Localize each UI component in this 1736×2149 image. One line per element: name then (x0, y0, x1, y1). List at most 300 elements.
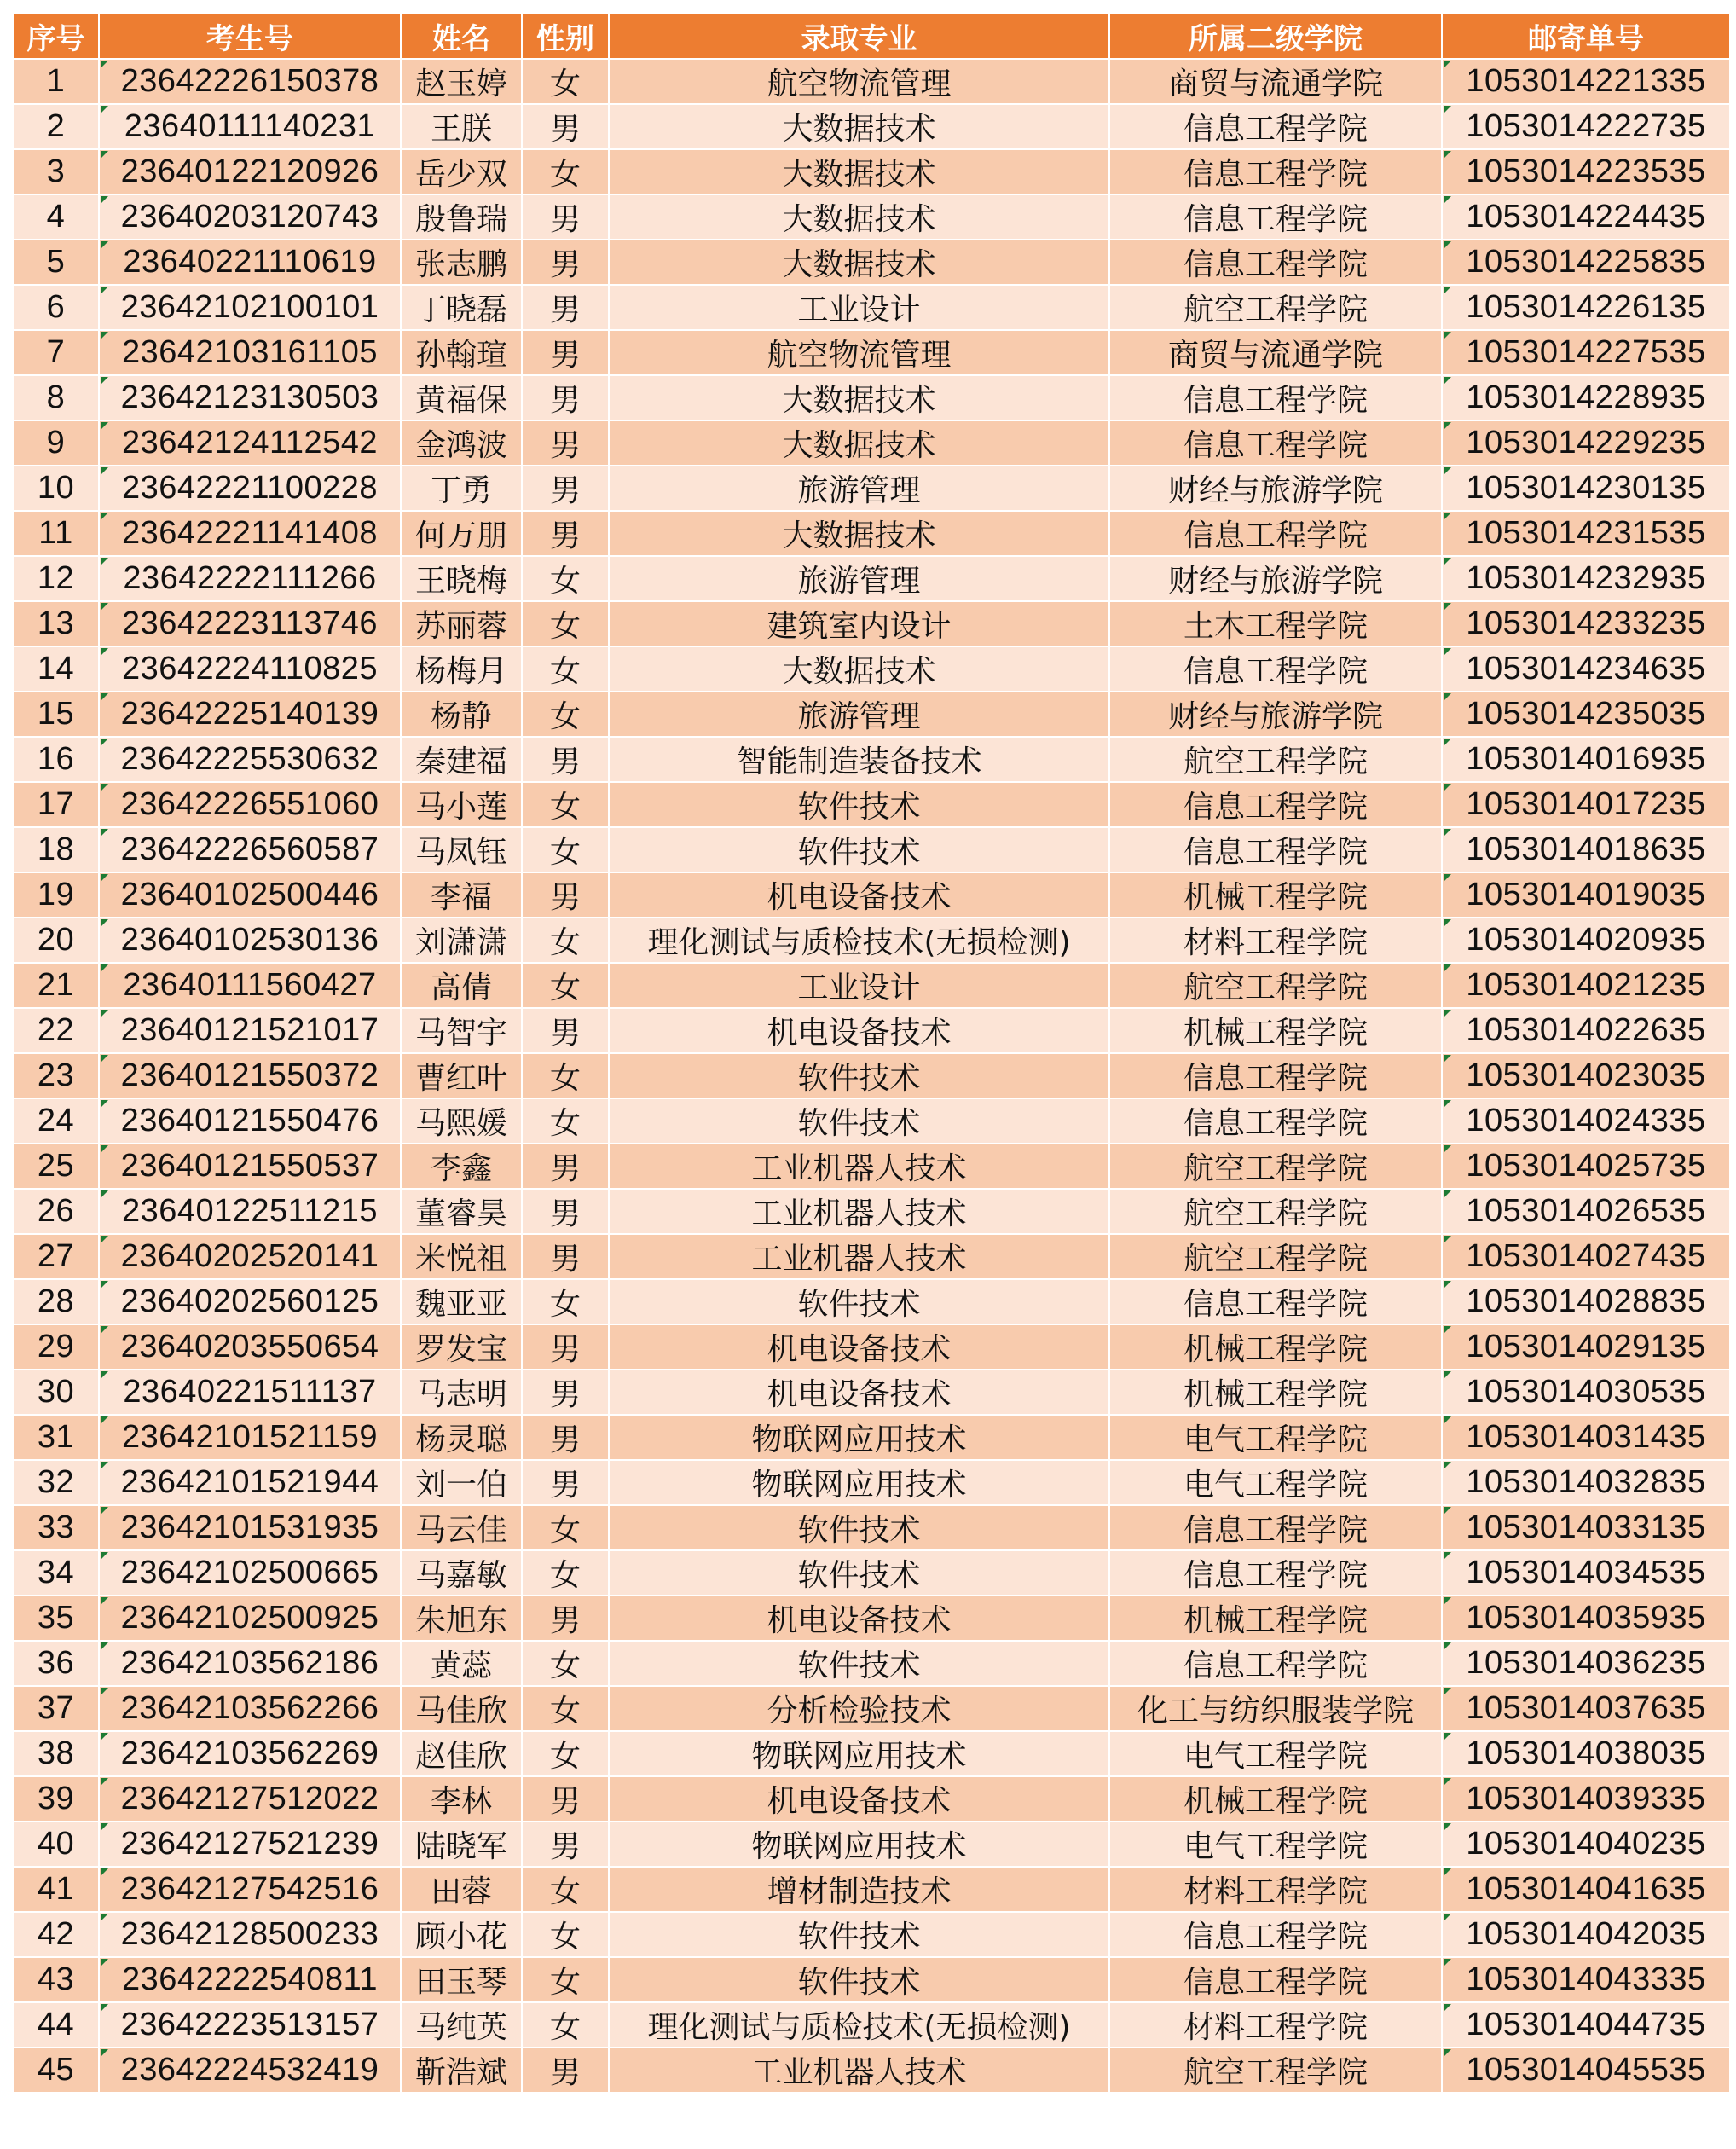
student-name: 赵佳欣 (401, 1731, 522, 1776)
header-index: 序号 (13, 13, 99, 59)
college: 商贸与流通学院 (1109, 59, 1442, 104)
student-name: 丁勇 (401, 466, 522, 511)
major: 物联网应用技术 (609, 1460, 1109, 1505)
header-gender: 性别 (522, 13, 609, 59)
major: 工业机器人技术 (609, 1189, 1109, 1234)
gender: 女 (522, 1641, 609, 1686)
row-index: 12 (13, 556, 99, 601)
exam-number: 23642101531935 (99, 1505, 401, 1550)
exam-number: 23642225530632 (99, 737, 401, 782)
major: 航空物流管理 (609, 330, 1109, 375)
major: 建筑室内设计 (609, 601, 1109, 646)
tracking-number: 1053014031435 (1442, 1415, 1730, 1460)
tracking-number: 1053014028835 (1442, 1279, 1730, 1324)
gender: 女 (522, 827, 609, 872)
college: 机械工程学院 (1109, 1370, 1442, 1415)
college: 商贸与流通学院 (1109, 330, 1442, 375)
student-name: 赵玉婷 (401, 59, 522, 104)
row-index: 33 (13, 1505, 99, 1550)
college: 航空工程学院 (1109, 1189, 1442, 1234)
table-row (13, 375, 1730, 420)
table-row (13, 782, 1730, 827)
gender: 女 (522, 918, 609, 963)
major: 大数据技术 (609, 194, 1109, 240)
gender: 男 (522, 872, 609, 918)
exam-number: 23642102100101 (99, 285, 401, 330)
student-name: 罗发宝 (401, 1324, 522, 1370)
row-index: 4 (13, 194, 99, 240)
college: 信息工程学院 (1109, 1957, 1442, 2002)
exam-number: 23642103562269 (99, 1731, 401, 1776)
gender: 女 (522, 149, 609, 194)
college: 信息工程学院 (1109, 782, 1442, 827)
table-row (13, 104, 1730, 149)
student-name: 丁晓磊 (401, 285, 522, 330)
tracking-number: 1053014026535 (1442, 1189, 1730, 1234)
table-body (13, 59, 1730, 2093)
table-row (13, 420, 1730, 466)
college: 信息工程学院 (1109, 194, 1442, 240)
table-row (13, 1912, 1730, 1957)
student-name: 岳少双 (401, 149, 522, 194)
college: 航空工程学院 (1109, 2048, 1442, 2093)
gender: 男 (522, 285, 609, 330)
table-row (13, 2002, 1730, 2048)
row-index: 16 (13, 737, 99, 782)
college: 信息工程学院 (1109, 1053, 1442, 1098)
exam-number: 23640221110619 (99, 240, 401, 285)
student-name: 孙翰瑄 (401, 330, 522, 375)
tracking-number: 1053014022635 (1442, 1008, 1730, 1053)
table-row (13, 511, 1730, 556)
tracking-number: 1053014019035 (1442, 872, 1730, 918)
gender: 女 (522, 782, 609, 827)
tracking-number: 1053014041635 (1442, 1867, 1730, 1912)
student-name: 马纯英 (401, 2002, 522, 2048)
row-index: 1 (13, 59, 99, 104)
college: 信息工程学院 (1109, 375, 1442, 420)
row-index: 5 (13, 240, 99, 285)
student-name: 曹红叶 (401, 1053, 522, 1098)
row-index: 31 (13, 1415, 99, 1460)
table-row (13, 149, 1730, 194)
major: 软件技术 (609, 1505, 1109, 1550)
table-row (13, 872, 1730, 918)
table-row (13, 1822, 1730, 1867)
row-index: 14 (13, 646, 99, 692)
tracking-number: 1053014044735 (1442, 2002, 1730, 2048)
exam-number: 23642226551060 (99, 782, 401, 827)
exam-number: 23640121521017 (99, 1008, 401, 1053)
tracking-number: 1053014038035 (1442, 1731, 1730, 1776)
table-row (13, 556, 1730, 601)
student-name: 黄蕊 (401, 1641, 522, 1686)
college: 信息工程学院 (1109, 420, 1442, 466)
exam-number: 23642102500925 (99, 1596, 401, 1641)
table-header (13, 13, 1730, 59)
exam-number: 23640111560427 (99, 963, 401, 1008)
gender: 男 (522, 375, 609, 420)
tracking-number: 1053014035935 (1442, 1596, 1730, 1641)
student-name: 马智宇 (401, 1008, 522, 1053)
gender: 男 (522, 1415, 609, 1460)
exam-number: 23642127521239 (99, 1822, 401, 1867)
tracking-number: 1053014040235 (1442, 1822, 1730, 1867)
college: 信息工程学院 (1109, 1641, 1442, 1686)
exam-number: 23642223113746 (99, 601, 401, 646)
row-index: 6 (13, 285, 99, 330)
table-row (13, 827, 1730, 872)
tracking-number: 1053014024335 (1442, 1098, 1730, 1144)
major: 机电设备技术 (609, 1008, 1109, 1053)
student-name: 田蓉 (401, 1867, 522, 1912)
row-index: 40 (13, 1822, 99, 1867)
major: 软件技术 (609, 1957, 1109, 2002)
student-name: 李福 (401, 872, 522, 918)
table-row (13, 1550, 1730, 1596)
table-row (13, 918, 1730, 963)
gender: 女 (522, 556, 609, 601)
gender: 女 (522, 2002, 609, 2048)
exam-number: 23642103562186 (99, 1641, 401, 1686)
student-name: 马志明 (401, 1370, 522, 1415)
exam-number: 23642225140139 (99, 692, 401, 737)
tracking-number: 1053014017235 (1442, 782, 1730, 827)
row-index: 23 (13, 1053, 99, 1098)
gender: 男 (522, 1324, 609, 1370)
row-index: 34 (13, 1550, 99, 1596)
student-name: 魏亚亚 (401, 1279, 522, 1324)
college: 航空工程学院 (1109, 1234, 1442, 1279)
student-name: 靳浩斌 (401, 2048, 522, 2093)
table-row (13, 963, 1730, 1008)
college: 信息工程学院 (1109, 827, 1442, 872)
exam-number: 23640203120743 (99, 194, 401, 240)
tracking-number: 1053014225835 (1442, 240, 1730, 285)
gender: 男 (522, 737, 609, 782)
exam-number: 23642103161105 (99, 330, 401, 375)
student-name: 王朕 (401, 104, 522, 149)
college: 材料工程学院 (1109, 2002, 1442, 2048)
tracking-number: 1053014221335 (1442, 59, 1730, 104)
major: 物联网应用技术 (609, 1415, 1109, 1460)
student-name: 马熙媛 (401, 1098, 522, 1144)
exam-number: 23640102530136 (99, 918, 401, 963)
exam-number: 23642127512022 (99, 1776, 401, 1822)
college: 航空工程学院 (1109, 963, 1442, 1008)
table-row (13, 1098, 1730, 1144)
gender: 男 (522, 194, 609, 240)
table-row (13, 330, 1730, 375)
tracking-number: 1053014036235 (1442, 1641, 1730, 1686)
table-row (13, 1505, 1730, 1550)
exam-number: 23642221141408 (99, 511, 401, 556)
row-index: 19 (13, 872, 99, 918)
tracking-number: 1053014235035 (1442, 692, 1730, 737)
exam-number: 23642124112542 (99, 420, 401, 466)
exam-number: 23640121550537 (99, 1144, 401, 1189)
table-row (13, 194, 1730, 240)
exam-number: 23640202520141 (99, 1234, 401, 1279)
tracking-number: 1053014029135 (1442, 1324, 1730, 1370)
major: 航空物流管理 (609, 59, 1109, 104)
gender: 女 (522, 59, 609, 104)
major: 工业机器人技术 (609, 1144, 1109, 1189)
table-row (13, 1641, 1730, 1686)
student-name: 马云佳 (401, 1505, 522, 1550)
table-row (13, 1686, 1730, 1731)
college: 航空工程学院 (1109, 737, 1442, 782)
exam-number: 23642224532419 (99, 2048, 401, 2093)
header-row (13, 13, 1730, 59)
table-row (13, 59, 1730, 104)
gender: 女 (522, 963, 609, 1008)
header-name: 姓名 (401, 13, 522, 59)
college: 机械工程学院 (1109, 1596, 1442, 1641)
row-index: 32 (13, 1460, 99, 1505)
major: 大数据技术 (609, 511, 1109, 556)
student-name: 李鑫 (401, 1144, 522, 1189)
row-index: 42 (13, 1912, 99, 1957)
table-row (13, 1234, 1730, 1279)
table-row (13, 2048, 1730, 2093)
student-name: 杨梅月 (401, 646, 522, 692)
exam-number: 23640121550372 (99, 1053, 401, 1098)
gender: 男 (522, 420, 609, 466)
college: 财经与旅游学院 (1109, 556, 1442, 601)
major: 工业设计 (609, 285, 1109, 330)
student-name: 秦建福 (401, 737, 522, 782)
row-index: 13 (13, 601, 99, 646)
gender: 女 (522, 1867, 609, 1912)
student-name: 马佳欣 (401, 1686, 522, 1731)
major: 大数据技术 (609, 646, 1109, 692)
row-index: 25 (13, 1144, 99, 1189)
major: 旅游管理 (609, 556, 1109, 601)
college: 信息工程学院 (1109, 1505, 1442, 1550)
exam-number: 23642101521944 (99, 1460, 401, 1505)
exam-number: 23640122511215 (99, 1189, 401, 1234)
college: 信息工程学院 (1109, 1550, 1442, 1596)
gender: 男 (522, 1776, 609, 1822)
table-row (13, 1867, 1730, 1912)
gender: 女 (522, 692, 609, 737)
table-row (13, 1415, 1730, 1460)
gender: 女 (522, 1731, 609, 1776)
gender: 女 (522, 1279, 609, 1324)
table-row (13, 1279, 1730, 1324)
tracking-number: 1053014226135 (1442, 285, 1730, 330)
college: 航空工程学院 (1109, 285, 1442, 330)
major: 大数据技术 (609, 149, 1109, 194)
student-name: 米悦祖 (401, 1234, 522, 1279)
tracking-number: 1053014233235 (1442, 601, 1730, 646)
major: 软件技术 (609, 1098, 1109, 1144)
table-row (13, 1776, 1730, 1822)
gender: 女 (522, 601, 609, 646)
row-index: 28 (13, 1279, 99, 1324)
college: 电气工程学院 (1109, 1822, 1442, 1867)
row-index: 17 (13, 782, 99, 827)
gender: 男 (522, 2048, 609, 2093)
major: 大数据技术 (609, 375, 1109, 420)
college: 电气工程学院 (1109, 1731, 1442, 1776)
gender: 男 (522, 1370, 609, 1415)
header-college: 所属二级学院 (1109, 13, 1442, 59)
college: 财经与旅游学院 (1109, 466, 1442, 511)
college: 机械工程学院 (1109, 1776, 1442, 1822)
table-row (13, 466, 1730, 511)
college: 化工与纺织服装学院 (1109, 1686, 1442, 1731)
tracking-number: 1053014020935 (1442, 918, 1730, 963)
gender: 男 (522, 1596, 609, 1641)
table-row (13, 1144, 1730, 1189)
exam-number: 23642223513157 (99, 2002, 401, 2048)
table-row (13, 240, 1730, 285)
student-name: 何万朋 (401, 511, 522, 556)
tracking-number: 1053014042035 (1442, 1912, 1730, 1957)
tracking-number: 1053014223535 (1442, 149, 1730, 194)
row-index: 2 (13, 104, 99, 149)
major: 旅游管理 (609, 466, 1109, 511)
tracking-number: 1053014027435 (1442, 1234, 1730, 1279)
major: 物联网应用技术 (609, 1822, 1109, 1867)
row-index: 35 (13, 1596, 99, 1641)
college: 财经与旅游学院 (1109, 692, 1442, 737)
student-name: 马嘉敏 (401, 1550, 522, 1596)
exam-number: 23642127542516 (99, 1867, 401, 1912)
student-name: 金鸿波 (401, 420, 522, 466)
gender: 男 (522, 240, 609, 285)
exam-number: 23640122120926 (99, 149, 401, 194)
gender: 女 (522, 1550, 609, 1596)
student-name: 董睿昊 (401, 1189, 522, 1234)
row-index: 3 (13, 149, 99, 194)
college: 机械工程学院 (1109, 872, 1442, 918)
gender: 男 (522, 1144, 609, 1189)
tracking-number: 1053014016935 (1442, 737, 1730, 782)
college: 土木工程学院 (1109, 601, 1442, 646)
table-row (13, 1053, 1730, 1098)
major: 旅游管理 (609, 692, 1109, 737)
gender: 女 (522, 1098, 609, 1144)
gender: 男 (522, 1460, 609, 1505)
college: 信息工程学院 (1109, 646, 1442, 692)
major: 分析检验技术 (609, 1686, 1109, 1731)
student-name: 杨静 (401, 692, 522, 737)
exam-number: 23640221511137 (99, 1370, 401, 1415)
table-row (13, 1596, 1730, 1641)
tracking-number: 1053014034535 (1442, 1550, 1730, 1596)
row-index: 8 (13, 375, 99, 420)
row-index: 26 (13, 1189, 99, 1234)
table-row (13, 285, 1730, 330)
exam-number: 23642102500665 (99, 1550, 401, 1596)
student-name: 陆晓军 (401, 1822, 522, 1867)
row-index: 18 (13, 827, 99, 872)
major: 软件技术 (609, 1912, 1109, 1957)
tracking-number: 1053014229235 (1442, 420, 1730, 466)
major: 软件技术 (609, 1641, 1109, 1686)
major: 工业机器人技术 (609, 1234, 1109, 1279)
major: 软件技术 (609, 1053, 1109, 1098)
row-index: 39 (13, 1776, 99, 1822)
table-row (13, 692, 1730, 737)
gender: 男 (522, 330, 609, 375)
tracking-number: 1053014230135 (1442, 466, 1730, 511)
tracking-number: 1053014023035 (1442, 1053, 1730, 1098)
college: 信息工程学院 (1109, 1098, 1442, 1144)
row-index: 43 (13, 1957, 99, 2002)
student-name: 张志鹏 (401, 240, 522, 285)
row-index: 37 (13, 1686, 99, 1731)
table-row (13, 646, 1730, 692)
student-name: 殷鲁瑞 (401, 194, 522, 240)
tracking-number: 1053014043335 (1442, 1957, 1730, 2002)
gender: 女 (522, 1957, 609, 2002)
student-name: 刘潇潇 (401, 918, 522, 963)
student-name: 苏丽蓉 (401, 601, 522, 646)
student-name: 顾小花 (401, 1912, 522, 1957)
exam-number: 23642123130503 (99, 375, 401, 420)
gender: 男 (522, 1189, 609, 1234)
tracking-number: 1053014021235 (1442, 963, 1730, 1008)
row-index: 41 (13, 1867, 99, 1912)
tracking-number: 1053014032835 (1442, 1460, 1730, 1505)
exam-number: 23640202560125 (99, 1279, 401, 1324)
tracking-number: 1053014018635 (1442, 827, 1730, 872)
exam-number: 23642222540811 (99, 1957, 401, 2002)
major: 物联网应用技术 (609, 1731, 1109, 1776)
tracking-number: 1053014227535 (1442, 330, 1730, 375)
exam-number: 23640121550476 (99, 1098, 401, 1144)
row-index: 11 (13, 511, 99, 556)
row-index: 24 (13, 1098, 99, 1144)
exam-number: 23640102500446 (99, 872, 401, 918)
student-name: 马小莲 (401, 782, 522, 827)
row-index: 30 (13, 1370, 99, 1415)
student-name: 田玉琴 (401, 1957, 522, 2002)
header-tracking-number: 邮寄单号 (1442, 13, 1730, 59)
gender: 男 (522, 104, 609, 149)
gender: 男 (522, 466, 609, 511)
tracking-number: 1053014025735 (1442, 1144, 1730, 1189)
table-row (13, 1008, 1730, 1053)
major: 理化测试与质检技术(无损检测) (609, 2002, 1109, 2048)
college: 信息工程学院 (1109, 240, 1442, 285)
college: 信息工程学院 (1109, 149, 1442, 194)
major: 智能制造装备技术 (609, 737, 1109, 782)
table-row (13, 1731, 1730, 1776)
exam-number: 23642128500233 (99, 1912, 401, 1957)
major: 大数据技术 (609, 104, 1109, 149)
exam-number: 23642101521159 (99, 1415, 401, 1460)
tracking-number: 1053014231535 (1442, 511, 1730, 556)
major: 理化测试与质检技术(无损检测) (609, 918, 1109, 963)
table-row (13, 1370, 1730, 1415)
gender: 男 (522, 1234, 609, 1279)
exam-number: 23642222111266 (99, 556, 401, 601)
major: 软件技术 (609, 827, 1109, 872)
row-index: 9 (13, 420, 99, 466)
tracking-number: 1053014234635 (1442, 646, 1730, 692)
tracking-number: 1053014037635 (1442, 1686, 1730, 1731)
college: 电气工程学院 (1109, 1415, 1442, 1460)
gender: 男 (522, 511, 609, 556)
student-name: 刘一伯 (401, 1460, 522, 1505)
gender: 男 (522, 1008, 609, 1053)
college: 信息工程学院 (1109, 104, 1442, 149)
